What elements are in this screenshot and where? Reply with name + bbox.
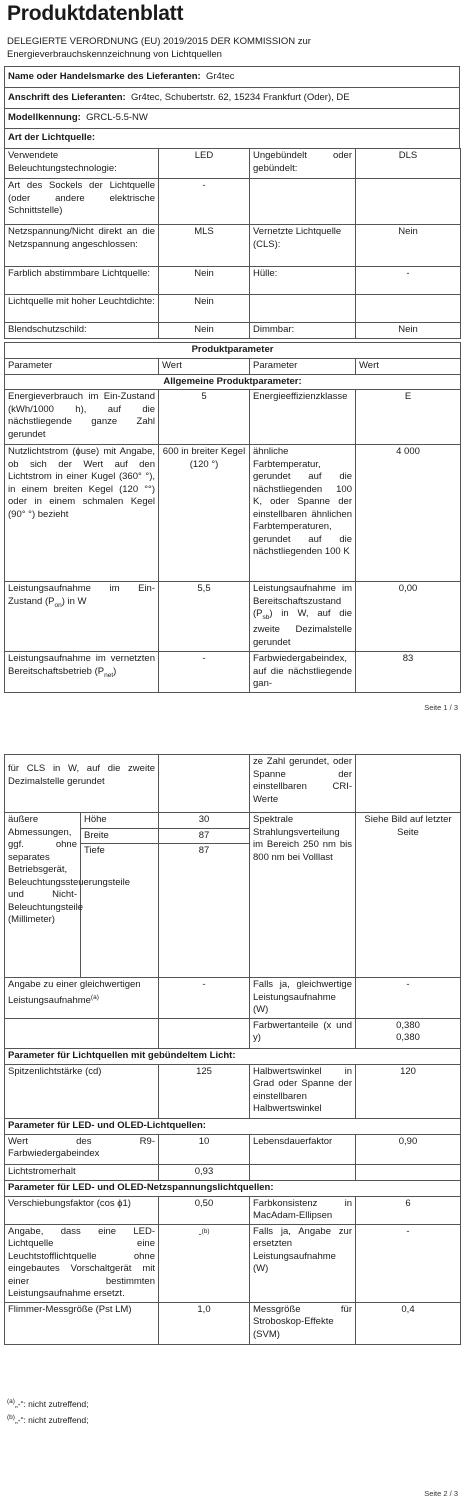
cri-label: Farbwiedergabeindex, auf die nächstliegende gan- [250,652,356,693]
flicker-label: Flimmer-Messgröße (Pst LM) [5,1302,159,1344]
product-parameters-table [4,342,461,693]
dls-heading: Parameter für Lichtquellen mit gebündeltem Licht: [5,1048,461,1064]
dimensions-label: äußere Abmessungen, ggf. ohne separates Betriebsgerät, Beleuchtungssteuerungsteile und Nicht-Beleuchtungsteile (Millimeter) [5,813,81,978]
supplier-info-table [4,66,460,149]
spd-value: Siehe Bild auf letzter Seite [356,813,461,978]
equiv-label: Angabe zu einer gleichwertigen Leistungsaufnahme$^{(a)}$ [5,978,159,1019]
tunable-value: Nein [159,267,250,295]
peak-label: Spitzenlichtstärke (cd) [5,1064,159,1118]
chroma-value: 0,380 0,380 [356,1018,461,1048]
col-value-header: Wert [159,359,250,375]
focus-label: Ungebündelt oder gebündelt: [250,149,356,179]
cls-label: Vernetzte Lichtquelle (CLS): [250,225,356,267]
strobo-value: 0,4 [356,1302,461,1344]
replace-w-label: Falls ja, Angabe zur ersetzten Leistungsaufnahme (W) [250,1224,356,1302]
model-row: Modellkennung: GRCL-5.5-NW [5,109,460,129]
depth-label: Tiefe [81,844,159,978]
document-title: Produktdatenblatt [7,2,184,25]
pnet-value: - [159,652,250,693]
cri-value: 83 [356,652,461,693]
tunable-label: Farblich abstimmbare Lichtquelle: [5,267,159,295]
mains-label: Netzspannung/Nicht direkt an die Netzspannung angeschlossen: [5,225,159,267]
glare-value: Nein [159,323,250,339]
cosphi-label: Verschiebungsfaktor (cos ɸ1) [5,1196,159,1224]
flux-value: 600 in breiter Kegel (120 °) [159,445,250,582]
flicker-value: 1,0 [159,1302,250,1344]
light-source-type-table [4,148,461,339]
tech-label: Verwendete Beleuchtungstechnologie: [5,149,159,179]
col-param-header: Parameter [250,359,356,375]
width-value: 87 [159,828,250,844]
cct-value: 4 000 [356,445,461,582]
socket-label: Art des Sockels der Lichtquelle (oder andere elektrische Schnittstelle) [5,179,159,225]
supplier-address-row: Anschrift des Lieferanten: Gr4tec, Schubertstr. 62, 15234 Frankfurt (Oder), DE [5,88,460,109]
col-value-header: Wert [356,359,461,375]
product-parameters-continued-table [4,754,461,1345]
mls-heading: Parameter für LED- und OLED-Netzspannungslichtquellen: [5,1180,461,1196]
eclass-value: E [356,390,461,445]
r9-label: Wert des R9-Farbwiedergabeindex [5,1134,159,1164]
hld-value: Nein [159,295,250,323]
pon-value: 5,5 [159,582,250,652]
type-heading: Art der Lichtquelle: [5,129,460,149]
macadam-value: 6 [356,1196,461,1224]
socket-value: - [159,179,250,225]
page-2 [0,740,462,1500]
pon-label: Leistungsaufnahme im Ein-Zustand $(P_{on})$ in W [5,582,159,652]
chroma-label: Farbwertanteile (x und y) [250,1018,356,1048]
led-heading: Parameter für LED- und OLED-Lichtquellen: [5,1118,461,1134]
r9-value: 10 [159,1134,250,1164]
replace-value: -$^{(b)}$ [159,1224,250,1302]
regulation-reference: DELEGIERTE VERORDNUNG (EU) 2019/2015 DER KOMMISSION zur Energieverbrauchskennzeichnung von Lichtquellen [7,36,311,60]
dim-value: Nein [356,323,461,339]
equiv-w-label: Falls ja, gleichwertige Leistungsaufnahme (W) [250,978,356,1019]
beam-value: 120 [356,1064,461,1118]
equiv-value: - [159,978,250,1019]
psb-label: Leistungsaufnahme im Bereitschaftszustand $(P_{sb})$ in W, auf die zweite Dezimalstelle gerundet [250,582,356,652]
pnet-label: Leistungsaufnahme im vernetzten Bereitschaftsbetrieb $(P_{net})$ [5,652,159,693]
eclass-label: Energieeffizienzklasse [250,390,356,445]
focus-value: DLS [356,149,461,179]
envelope-label: Hülle: [250,267,356,295]
tech-value: LED [159,149,250,179]
glare-label: Blendschutzschild: [5,323,159,339]
envelope-value: - [356,267,461,295]
depth-value: 87 [159,844,250,978]
supplier-name-row: Name oder Handelsmarke des Lieferanten: Gr4tec [5,67,460,88]
hld-label: Lichtquelle mit hoher Leuchtdichte: [5,295,159,323]
height-value: 30 [159,813,250,829]
beam-label: Halbwertswinkel in Grad oder Spanne der einstellbaren Halbwertswinkel [250,1064,356,1118]
flux-label: Nutzlichtstrom (ɸuse) mit Angabe, ob sich der Wert auf den Lichtstrom in einer Kugel (360° °), in einem breiten Kegel (120 °°) oder in einem schmalen Kegel (90° °) bezieht [5,445,159,582]
strobo-label: Messgröße für Stroboskop-Effekte (SVM) [250,1302,356,1344]
col-param-header: Parameter [5,359,159,375]
footnote-b: $^{(b)}$„-“: nicht zutreffend; [7,1414,89,1425]
life-value: 0,90 [356,1134,461,1164]
cri-label-continued: ze Zahl gerundet, oder Spanne der einstellbaren CRI-Werte [250,755,356,813]
page-number: Seite 1 / 3 [424,703,458,712]
product-params-heading: Produktparameter [5,343,461,359]
energy-label: Energieverbrauch im Ein-Zustand (kWh/1000 h), auf die nächstliegende ganze Zahl gerundet [5,390,159,445]
height-label: Höhe [81,813,159,829]
psb-value: 0,00 [356,582,461,652]
cls-value: Nein [356,225,461,267]
replace-w-value: - [356,1224,461,1302]
energy-value: 5 [159,390,250,445]
equiv-w-value: - [356,978,461,1019]
cct-label: ähnliche Farbtemperatur, gerundet auf die nächstliegenden 100 K, oder Spanne der einstellbaren ähnlichen Farbtemperaturen, gerundet auf die nächstliegenden 100 K [250,445,356,582]
peak-value: 125 [159,1064,250,1118]
macadam-label: Farbkonsistenz in MacAdam-Ellipsen [250,1196,356,1224]
replace-label: Angabe, dass eine LED-Lichtquelle eine Leuchtstofflichtquelle ohne eingebautes Vorschaltgerät mit einer bestimmten Leistungsaufnahme ersetzt. [5,1224,159,1302]
width-label: Breite [81,828,159,844]
maint-value: 0,93 [159,1164,250,1180]
life-label: Lebensdauerfaktor [250,1134,356,1164]
pnet-label-continued: für CLS in W, auf die zweite Dezimalstelle gerundet [5,755,159,813]
dim-label: Dimmbar: [250,323,356,339]
page-1 [0,0,462,715]
spd-label: Spektrale Strahlungsverteilung im Bereich 250 nm bis 800 nm bei Volllast [250,813,356,978]
footnote-a: $^{(a)}$„-“: nicht zutreffend; [7,1398,89,1409]
maint-label: Lichtstromerhalt [5,1164,159,1180]
general-params-heading: Allgemeine Produktparameter: [5,374,461,390]
cosphi-value: 0,50 [159,1196,250,1224]
page-number: Seite 2 / 3 [424,1489,458,1498]
mains-value: MLS [159,225,250,267]
